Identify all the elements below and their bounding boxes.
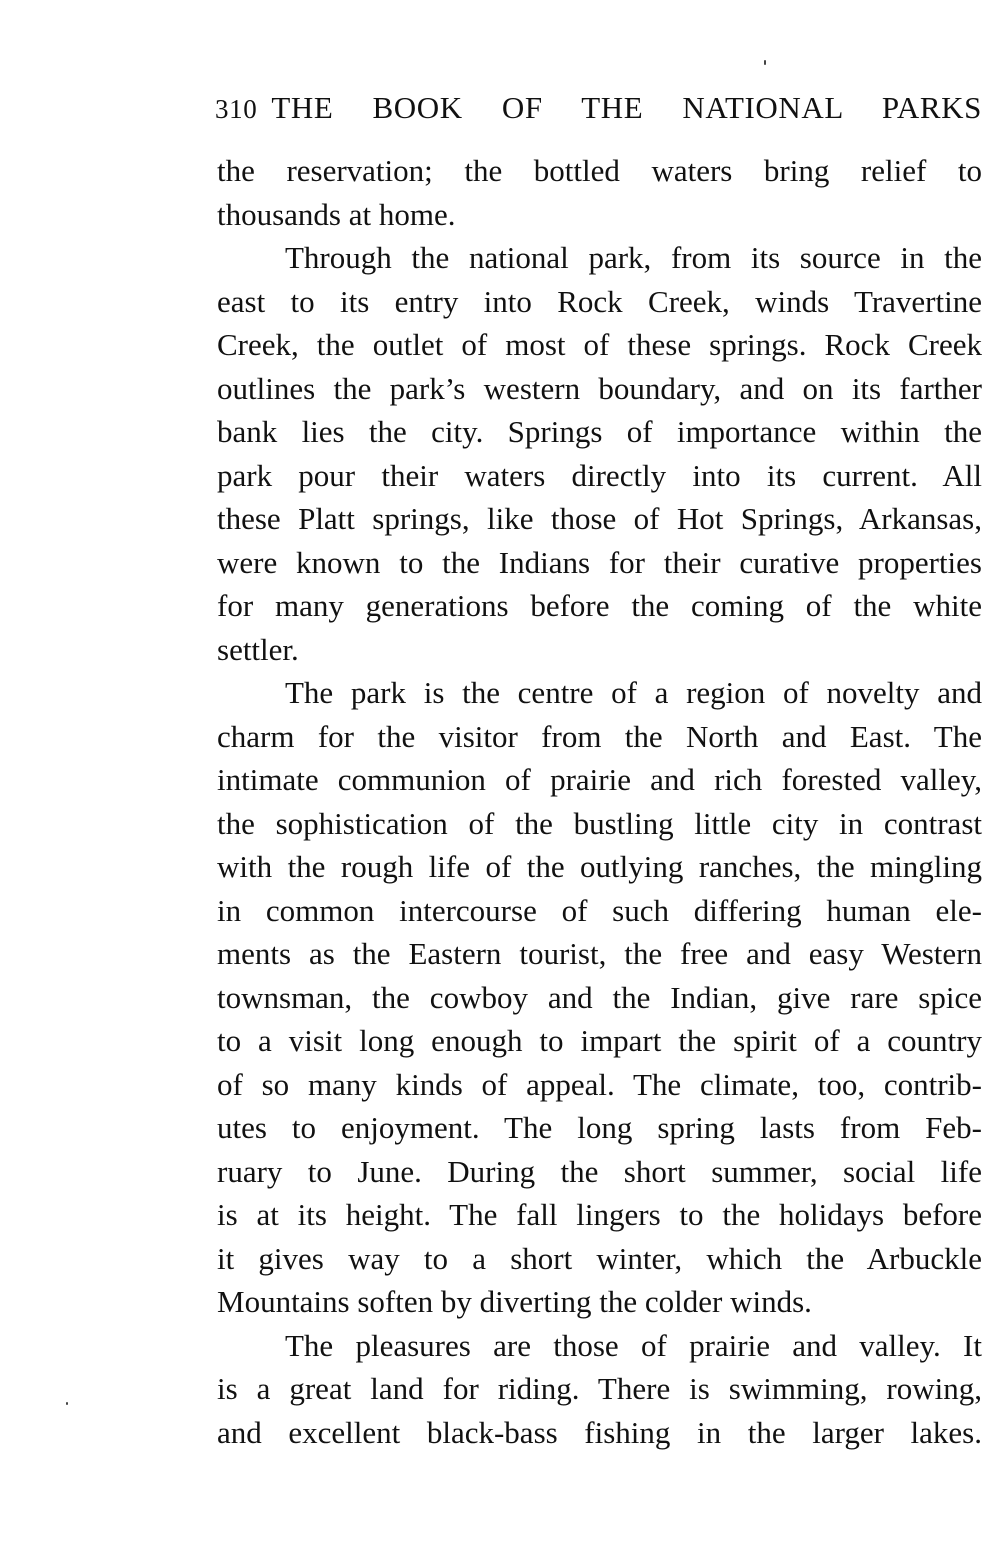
text-line: and excellent black-bass fishing in the larger lakes. xyxy=(217,1414,982,1450)
running-head xyxy=(215,90,982,134)
text-line: Through the national park, from its source in the xyxy=(285,240,982,275)
text-line: it gives way to a short winter, which the Arbuckle xyxy=(217,1240,982,1276)
text-line: The pleasures are those of prairie and valley. It xyxy=(285,1327,982,1363)
text-line: in common intercourse of such differing human ele- xyxy=(217,892,982,928)
text-line: the sophistication of the bustling little city in contrast xyxy=(217,805,982,841)
text-line: the reservation; the bottled waters bring relief to xyxy=(217,153,982,188)
text-line: outlines the park’s western boundary, and on its farther xyxy=(217,370,982,406)
paragraph xyxy=(217,1324,982,1455)
text-line: ments as the Eastern tourist, the free and easy Western xyxy=(217,936,982,971)
text-line: The park is the centre of a region of novelty and xyxy=(285,675,982,710)
text-line: were known to the Indians for their curative properties xyxy=(217,544,982,580)
paragraph xyxy=(217,149,982,236)
text-line: settler. xyxy=(217,631,299,667)
page-number: 310 xyxy=(215,94,258,124)
text-line: Mountains soften by diverting the colder winds. xyxy=(217,1284,812,1319)
text-line: east to its entry into Rock Creek, winds Travertine xyxy=(217,283,982,319)
text-line: ruary to June. During the short summer, social life xyxy=(217,1153,982,1189)
body-text xyxy=(217,149,982,1454)
text-line: park pour their waters directly into its current. All xyxy=(217,457,982,493)
ink-speck xyxy=(764,60,766,65)
text-line: utes to enjoyment. The long spring lasts from Feb- xyxy=(217,1110,982,1145)
ink-speck xyxy=(66,1402,68,1405)
text-line: is a great land for riding. There is swimming, rowing, xyxy=(217,1371,982,1406)
text-line: of so many kinds of appeal. The climate, too, contrib- xyxy=(217,1066,982,1102)
text-line: to a visit long enough to impart the spirit of a country xyxy=(217,1023,982,1058)
text-line: bank lies the city. Springs of importance within the xyxy=(217,414,982,449)
running-title: THE BOOK OF THE NATIONAL PARKS xyxy=(271,90,982,125)
text-line: Creek, the outlet of most of these springs. Rock Creek xyxy=(217,327,982,362)
text-line: with the rough life of the outlying ranches, the mingling xyxy=(217,849,982,884)
text-line: for many generations before the coming of the white xyxy=(217,588,982,623)
text-line: intimate communion of prairie and rich forested valley, xyxy=(217,762,982,797)
paragraph xyxy=(217,236,982,671)
text-line: is at its height. The fall lingers to the holidays before xyxy=(217,1197,982,1232)
text-line: townsman, the cowboy and the Indian, give rare spice xyxy=(217,979,982,1015)
text-line: charm for the visitor from the North and East. The xyxy=(217,718,982,754)
text-line: thousands at home. xyxy=(217,196,456,232)
paragraph xyxy=(217,671,982,1324)
text-line: these Platt springs, like those of Hot Springs, Arkansas, xyxy=(217,501,982,536)
